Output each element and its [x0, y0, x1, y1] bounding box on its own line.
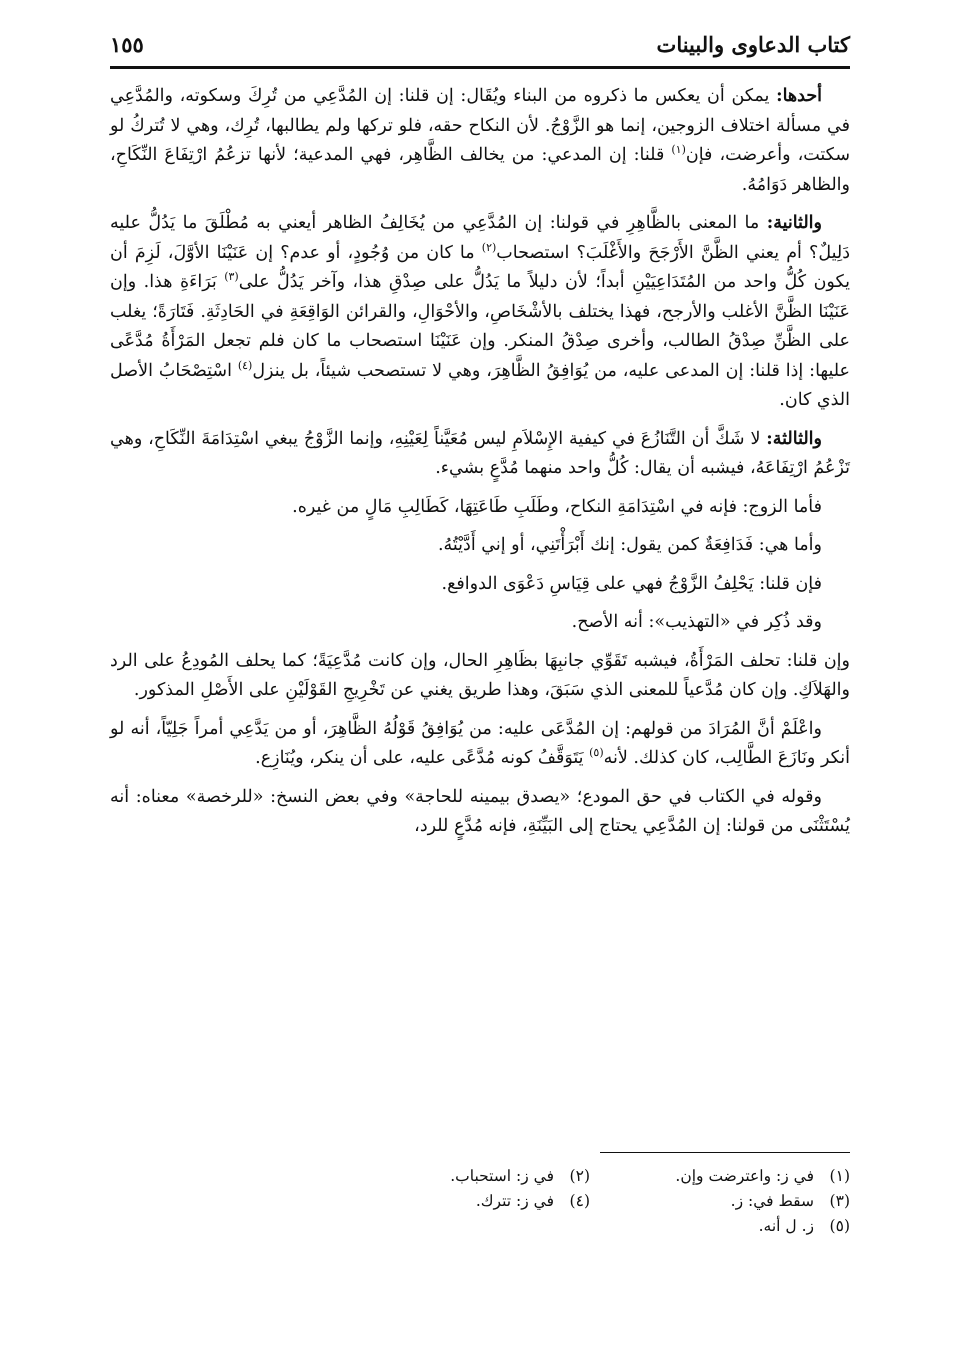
footnote-item	[330, 1164, 590, 1189]
paragraph-third-objection	[110, 425, 850, 484]
footnote-text: في ز: استحباب.	[450, 1167, 554, 1185]
footnote-item	[590, 1164, 850, 1189]
footnote-ref: (٢)	[481, 240, 497, 254]
paragraph-lead: والثالثة:	[766, 428, 822, 449]
paragraph-wife-oath: وإن قلنا: تحلف المَرْأَةُ، فيشبه تَقَوِّي جانبِهَا بظَاهِرِ الحال، وإن كانت مُدَّعِيَةً؛ كما يحلف المُودِعُ على الرد والهَلاَكِ. وإن كان مُدَّعياً للمعنى الذي سَبَقَ، وهذا طريق يغني عن تَخْرِيجِ القَوْلَيْنِ على الأَصْلِ المذكور.	[110, 650, 850, 700]
footnote-number: (١)	[829, 1167, 850, 1185]
paragraph-text: يمكن أن يعكس ما ذكروه من البناء ويُقَال: إن قلنا: إن المُدَّعِي من تُرِكَ وسكوته، والمُدَّعِي في مسألة اختلاف الزوجين، إنما هو الزَّوْجُ. لأن النكاح حقه، فلو تركها ولم يطالبها، تُرِك، وهي لا تُتركُ لو سكتت، وأعرضت، فإن	[110, 86, 851, 165]
paragraph-lead: أحدها:	[776, 86, 822, 106]
paragraph-husband: فأما الزوج: فإنه في اسْتِدَامَةِ النكاح، وطَلَبِ طَاعَتِهَا، كَطَالِبِ مَالٍ من غيره.	[292, 496, 822, 517]
paragraph-lead: والثانية:	[766, 213, 822, 233]
page-header	[110, 30, 850, 64]
footnote-row	[110, 1189, 850, 1214]
footnote-row	[110, 1164, 850, 1189]
paragraph-text: لا شَكَّ أن التَّنَازُعَ في كيفية الإِسْلاَمِ ليس مُعَيَّناً لِعَيْنِهِ، وإنما الزَّوْجُ يبغي اسْتِدَامَةَ النِّكَاحِ، وهي تَزْعُمُ ارْتِفَاعَهُ، فيشبه أن يقال: كُلُّ واحد منهما مُدَّعٍ بشيء.	[110, 428, 850, 478]
footnote-row	[110, 1214, 850, 1239]
paragraph-know	[110, 715, 850, 774]
paragraph-second-objection	[110, 209, 850, 416]
paragraph-text: واعْلَمْ أنَّ المُرَادَ من قولهم: إن المُدَّعَى عليه: من يُوَافِقُ قَوْلُهُ الظَّاهِرَ، أو من يَدَّعِي أمراً جَلِيّاً، أنه لو أنكر ونَازَعَ الطَّالِب، كان كذلك. لأنه	[110, 718, 850, 768]
footnote-ref: (٤)	[237, 358, 253, 372]
footnote-ref: (١)	[671, 143, 686, 157]
footnote-text: في ز: تترك.	[475, 1192, 554, 1210]
footnote-text: سقط في: ز.	[730, 1192, 814, 1210]
footnote-item	[330, 1189, 590, 1214]
paragraph-husband-oath: فإن قلنا: يَحْلِفُ الزَّوْجُ فهي على قِيَاسِ دَعْوَى الدوافع.	[441, 573, 822, 594]
main-text	[110, 82, 850, 851]
running-title: كتاب الدعاوى والبينات	[656, 32, 850, 57]
paragraph-text: ما المعنى بالظَّاهِرِ في قولنا: إن المُدَّعِي من يُخَالِفُ الظاهر أيعني به مُطْلَقَ ما يَدُلُّ عليه دَلِيلٌ؟ أم يعني الظَّنَّ الأَرْجَحَ والأَغْلَبَ؟ استصحاب	[110, 213, 850, 263]
footnote-divider	[600, 1152, 850, 1153]
footnotes	[110, 1164, 850, 1239]
paragraph-first-objection	[110, 82, 850, 200]
paragraph-tahdhib: وقد ذُكِر في «التهذيب»: أنه الأصح.	[571, 612, 822, 632]
paragraph-wife: وأما هي: فَدَافِعَةٌ كمن يقول: إنك أَبْرَأْتَنِي، أو إني أَدَّيْتُهُ.	[437, 535, 822, 555]
footnote-ref: (٣)	[224, 270, 239, 284]
paragraph-text: يَتَوَقَّفُ كونه مُدَّعًى عليه، على أن ينكر، ويُنَازِع.	[255, 748, 590, 768]
footnote-ref: (٥)	[589, 746, 604, 760]
paragraph-text: اسْتِصْحَابُ الأصل الذي كان.	[110, 360, 850, 410]
footnote-number: (٣)	[829, 1192, 850, 1210]
page-number: ١٥٥	[110, 32, 144, 57]
footnote-number: (٥)	[829, 1217, 850, 1235]
footnote-item	[590, 1189, 850, 1214]
paragraph-text: ما كان من وُجُودٍ، أو عدم؟ إن عَنَيْنَا الأوَّلَ، لَزِمَ أن يكون كُلُّ واحد من المُتَدَاعِيَيْنِ أبداً؛ لأن دليلاً ما يَدُلُّ على صِدْقِ هذا، وآخر يَدُلُّ على	[110, 242, 850, 292]
footnote-number: (٤)	[569, 1192, 590, 1210]
footnote-number: (٢)	[569, 1167, 590, 1185]
header-divider	[110, 66, 850, 69]
footnote-text: ز. ل أنه.	[758, 1217, 814, 1235]
footnote-item	[590, 1214, 850, 1239]
footnote-text: في ز: واعترضت وإن.	[675, 1167, 814, 1185]
paragraph-text: قلنا: إن المدعي: من يخالف الظَّاهِر، فهي المدعية؛ لأنها تزعُمُ ارْتِفَاعَ النِّكَاحِ، والظاهر دَوَامُهُ.	[110, 145, 850, 195]
paragraph-text: بَرَاءَةِ هذا. وإن عَنَيْنَا الظَّنَّ الأغلب والأرجح، فهذا يختلف بالأشْخَاصِ، والأحْوَالِ، والقرائن الوَاقِعَةِ في الحَادِثَةِ. فَتَارَةً؛ يغلب على الظَّنِّ صِدْقُ الطالب، وأخرى صِدْقُ المنكر. وإن عَنَيْنَا استصحاب ما كان فلم تجعل المَرْأَةُ مُدَّعًى عليها: إذا قلنا: إن المدعى عليه، من يُوَافِقُ الظَّاهِرَ، وهي لا تستصحب شيئاً، بل ينزل	[110, 272, 850, 381]
paragraph-depositary: وقوله في الكتاب في حق المودع؛ «يصدق بيمينه للحاجة» وفي بعض النسخ: «للرخصة» معناه: أنه يُسْتَثْنَى من قولنا: إن المُدَّعِي يحتاج إلى البَيِّنَةِ، فإنه مُدَّعٍ للرد،	[110, 786, 850, 836]
